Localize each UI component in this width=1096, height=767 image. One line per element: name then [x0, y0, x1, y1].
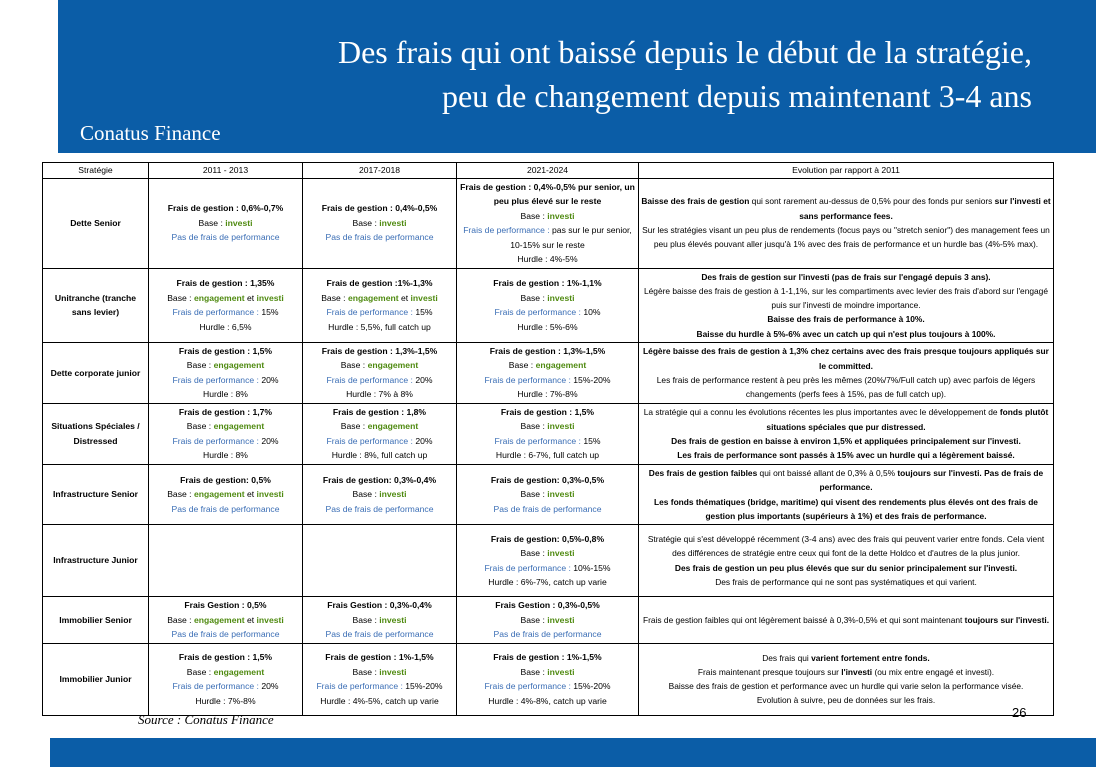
cell-line: Stratégie qui s'est développé récemment (3-4 ans) avec des frais qui peuvent varier entre fonds. Cela vient des différences de stratégie entre ceux qui font de la dette Holdco et d'autres de la plus junior. — [647, 534, 1045, 559]
cell-line: Hurdle : 4%-5%, catch up varie — [320, 695, 439, 706]
cell-text: investi — [379, 489, 407, 500]
source-note: Source : Conatus Finance — [138, 712, 274, 727]
cell-text: Frais de gestion faibles qui ont légèrement baissé à 0,3%-0,5% et qui sont maintenant — [642, 614, 965, 625]
cell-line: Frais de gestion : 0,4%-0,5% pur senior, un peu plus élevé sur le reste — [460, 181, 635, 206]
cell-line — [641, 665, 1051, 679]
evolution-cell — [639, 268, 1054, 342]
cell-text: Base : — [186, 666, 214, 677]
cell-line: Légère baisse des frais de gestion à 1,3% chez certains avec des frais presque toujours appliqués sur le committed. — [643, 346, 1049, 371]
cell-line: Hurdle : 7%-8% — [517, 389, 578, 400]
cell-line: Frais Gestion : 0,3%-0,4% — [327, 600, 432, 611]
cell-line — [151, 613, 300, 628]
cell-text: 15%-20% — [573, 681, 611, 692]
cell-text: et — [244, 614, 257, 625]
cell-line: Des frais de gestion un peu plus élevés que sur du senior principalement sur l'investi. — [674, 562, 1018, 573]
cell-text: et — [398, 292, 411, 303]
cell-text: investi — [379, 217, 407, 228]
cell-text: Base : — [186, 421, 214, 432]
cell-line — [459, 358, 636, 373]
cell-line — [459, 546, 636, 561]
cell-text: Base : — [340, 421, 368, 432]
cell-text: qui sont rarement au-dessus de 0,5% pour des fonds pur seniors — [749, 196, 995, 207]
cell-text: 20% — [415, 435, 433, 446]
cell-line — [151, 434, 300, 449]
evolution-cell — [639, 403, 1054, 464]
cell-text: investi — [256, 489, 284, 500]
cell-line: Frais Gestion : 0,3%-0,5% — [495, 600, 600, 611]
cell-line: Baisse des frais de performance à 10%. — [767, 314, 925, 325]
cell-text: engagement — [535, 360, 587, 371]
table-row — [43, 178, 1054, 268]
cell-text: investi — [379, 666, 407, 677]
cell-line: Frais de gestion : 1%-1,5% — [325, 652, 434, 663]
cell-line: Hurdle : 6,5% — [199, 321, 252, 332]
cell-text: 10%-15% — [573, 562, 611, 573]
cell-line: Frais de gestion : 1,7% — [178, 406, 273, 417]
cell-text: Base : — [167, 489, 194, 500]
cell-text: Base : — [520, 548, 548, 559]
page-number: 26 — [1012, 705, 1027, 720]
cell-line: Frais de gestion: 0,5% — [180, 474, 271, 485]
period-cell-p1 — [149, 178, 303, 268]
cell-text: investi — [410, 292, 438, 303]
cell-line: Frais de gestion : 1%-1,5% — [493, 652, 602, 663]
cell-text: 20% — [261, 681, 279, 692]
cell-line — [151, 305, 300, 320]
cell-line: Hurdle : 5%-6% — [517, 321, 578, 332]
cell-line — [305, 487, 454, 502]
cell-text: Frais de performance : — [172, 374, 262, 385]
cell-line: Frais de gestion : 1%-1,1% — [493, 278, 602, 289]
cell-line: Baisse des frais de gestion et performance avec un hurdle qui varie selon la performance visée. — [668, 681, 1024, 692]
cell-line: Pas de frais de performance — [325, 629, 434, 640]
cell-text: fonds plutôt situations spéciales que pur distressed. — [766, 407, 1049, 432]
cell-line: Frais Gestion : 0,5% — [184, 600, 267, 611]
cell-line: Frais de gestion: 0,3%-0,4% — [322, 474, 437, 485]
cell-line: Des frais de gestion sur l'investi (pas de frais sur l'engagé depuis 3 ans). — [701, 271, 991, 282]
table-row — [43, 525, 1054, 597]
col-header-2011-2013: 2011 - 2013 — [149, 163, 303, 179]
cell-line: Hurdle : 8% — [203, 450, 248, 461]
cell-line: Pas de frais de performance — [493, 503, 602, 514]
period-cell-p2 — [303, 464, 457, 524]
cell-text: 20% — [415, 374, 433, 385]
cell-text: Base : — [520, 210, 548, 221]
cell-line: Frais de gestion : 1,8% — [332, 406, 427, 417]
cell-line: Frais de gestion : 1,3%-1,5% — [321, 345, 438, 356]
cell-line — [459, 305, 636, 320]
cell-line: Frais de gestion : 1,5% — [178, 652, 273, 663]
cell-text: investi — [547, 548, 575, 559]
cell-text: engagement — [193, 292, 245, 303]
evolution-cell — [639, 178, 1054, 268]
cell-text: Base : — [508, 360, 536, 371]
cell-line — [459, 665, 636, 680]
cell-text: Frais de performance : — [172, 435, 262, 446]
cell-line — [151, 291, 300, 306]
cell-text: Frais de performance : — [316, 681, 406, 692]
cell-line — [641, 651, 1051, 665]
strategy-cell: Unitranche (tranche sans levier) — [43, 268, 149, 342]
table-row — [43, 464, 1054, 524]
cell-text: 20% — [261, 374, 279, 385]
evolution-cell — [639, 597, 1054, 644]
page-title — [338, 30, 1032, 118]
cell-text: (ou mix entre engagé et investi). — [872, 666, 995, 677]
cell-text: Base : — [352, 489, 380, 500]
period-cell-p3 — [457, 464, 639, 524]
cell-line — [305, 613, 454, 628]
cell-text: Frais de performance : — [172, 307, 262, 318]
cell-line — [151, 358, 300, 373]
period-cell-p1 — [149, 525, 303, 597]
cell-line: Les frais de performance restent à peu près les mêmes (20%/7%/Full catch up) avec parfois de légers changements (perfs fees à 15%, pas de full catch up). — [656, 374, 1036, 400]
cell-text: Base : — [198, 217, 226, 228]
cell-line: Hurdle : 5,5%, full catch up — [328, 321, 431, 332]
cell-line: Pas de frais de performance — [493, 629, 602, 640]
cell-line — [305, 305, 454, 320]
cell-text: toujours sur l'investi. — [964, 614, 1050, 625]
table-row — [43, 342, 1054, 403]
cell-text: engagement — [193, 614, 245, 625]
period-cell-p1 — [149, 464, 303, 524]
col-header-2017-2018: 2017-2018 — [303, 163, 457, 179]
cell-line: Hurdle : 4%-5% — [517, 254, 578, 264]
evolution-cell — [639, 342, 1054, 403]
cell-line: Pas de frais de performance — [171, 503, 280, 514]
cell-line: Hurdle : 4%-8%, catch up varie — [488, 695, 607, 706]
col-header-evolution: Evolution par rapport à 2011 — [639, 163, 1054, 179]
cell-text: investi — [379, 614, 407, 625]
cell-text: Des frais qui — [762, 652, 812, 663]
cell-line — [459, 291, 636, 306]
cell-text: investi — [256, 614, 284, 625]
cell-text: Des frais de gestion faibles — [648, 467, 758, 478]
cell-line — [305, 291, 454, 306]
cell-text: 10% — [583, 307, 601, 318]
cell-line: Frais de gestion: 0,5%-0,8% — [490, 533, 605, 544]
period-cell-p1 — [149, 643, 303, 715]
cell-line — [305, 434, 454, 449]
cell-text: Frais de performance : — [326, 374, 416, 385]
period-cell-p3 — [457, 597, 639, 644]
cell-text: Frais de performance : — [484, 374, 574, 385]
cell-line — [459, 613, 636, 628]
cell-text: Base : — [167, 292, 194, 303]
header-banner — [58, 0, 1096, 153]
strategy-cell: Dette Senior — [43, 178, 149, 268]
cell-line — [459, 373, 636, 388]
cell-line: Frais de gestion : 1,3%-1,5% — [489, 345, 606, 356]
table-row — [43, 403, 1054, 464]
cell-line — [305, 358, 454, 373]
title-line-1: Des frais qui ont baissé depuis le début de la stratégie, — [337, 34, 1032, 70]
cell-text: engagement — [367, 360, 419, 371]
cell-line: Des frais de performance qui ne sont pas systématiques et qui varient. — [715, 576, 977, 587]
cell-text: Frais de performance : — [494, 435, 584, 446]
cell-line — [151, 665, 300, 680]
cell-text: l'investi — [841, 666, 873, 677]
cell-line — [459, 434, 636, 449]
cell-text: 20% — [261, 435, 279, 446]
cell-line — [641, 405, 1051, 434]
period-cell-p2 — [303, 643, 457, 715]
strategy-cell: Dette corporate junior — [43, 342, 149, 403]
cell-text: engagement — [213, 666, 265, 677]
cell-line: Pas de frais de performance — [325, 232, 434, 243]
table-header-row — [43, 163, 1054, 179]
cell-text: 15%-20% — [573, 374, 611, 385]
period-cell-p3 — [457, 643, 639, 715]
cell-text: Base : — [520, 489, 548, 500]
period-cell-p1 — [149, 268, 303, 342]
cell-text: investi — [547, 210, 575, 221]
cell-text: Frais de performance : — [484, 562, 574, 573]
cell-text: engagement — [213, 421, 265, 432]
cell-line — [305, 216, 454, 231]
table-body — [43, 178, 1054, 715]
cell-text: Base : — [352, 614, 380, 625]
cell-line — [305, 665, 454, 680]
strategy-cell: Situations Spéciales / Distressed — [43, 403, 149, 464]
col-header-strategy: Stratégie — [43, 163, 149, 179]
cell-text: et — [244, 489, 257, 500]
cell-line: Evolution à suivre, peu de données sur les frais. — [756, 695, 936, 706]
table-row — [43, 643, 1054, 715]
cell-text: engagement — [367, 421, 419, 432]
cell-line: Frais de gestion : 1,5% — [178, 345, 273, 356]
period-cell-p2 — [303, 342, 457, 403]
cell-line: Hurdle : 8%, full catch up — [331, 450, 428, 461]
period-cell-p2 — [303, 597, 457, 644]
cell-line: Frais de gestion : 0,4%-0,5% — [321, 203, 438, 214]
cell-line — [459, 223, 636, 252]
period-cell-p2 — [303, 268, 457, 342]
cell-text: Base : — [520, 666, 548, 677]
cell-text: investi — [225, 217, 253, 228]
cell-text: Frais de performance : — [463, 225, 553, 235]
period-cell-p3 — [457, 268, 639, 342]
period-cell-p2 — [303, 525, 457, 597]
cell-text: investi — [547, 614, 575, 625]
cell-line — [305, 373, 454, 388]
cell-line — [459, 561, 636, 576]
evolution-cell — [639, 643, 1054, 715]
cell-text: engagement — [347, 292, 399, 303]
strategy-cell: Infrastructure Senior — [43, 464, 149, 524]
cell-line — [305, 419, 454, 434]
cell-line: Pas de frais de performance — [171, 232, 280, 243]
cell-text: investi — [547, 421, 575, 432]
cell-text: investi — [256, 292, 284, 303]
cell-line: Les frais de performance sont passés à 15% avec un hurdle qui a légèrement baissé. — [677, 450, 1015, 461]
cell-line: Frais de gestion :1%-1,3% — [326, 278, 433, 289]
fees-table — [42, 162, 1054, 716]
cell-text: Base : — [186, 360, 214, 371]
cell-line — [151, 419, 300, 434]
period-cell-p3 — [457, 342, 639, 403]
cell-text: Frais de performance : — [494, 307, 584, 318]
cell-line: Pas de frais de performance — [325, 503, 434, 514]
cell-line: Hurdle : 6-7%, full catch up — [495, 450, 600, 461]
cell-text: pas sur le pur senior, 10-15% sur le reste — [510, 225, 632, 250]
cell-text: 15% — [415, 307, 433, 318]
cell-line: Pas de frais de performance — [171, 629, 280, 640]
cell-line: Frais de gestion : 0,6%-0,7% — [167, 203, 284, 214]
cell-text: Base : — [520, 292, 548, 303]
cell-text: investi — [547, 666, 575, 677]
cell-text: Base : — [321, 292, 348, 303]
period-cell-p3 — [457, 403, 639, 464]
period-cell-p1 — [149, 342, 303, 403]
period-cell-p2 — [303, 403, 457, 464]
cell-line — [641, 466, 1051, 495]
cell-line — [305, 679, 454, 694]
cell-text: Base : — [352, 666, 380, 677]
cell-text: Frais de performance : — [172, 681, 262, 692]
cell-line: Les fonds thématiques (bridge, maritime) qui visent des rendements plus élevés ont des frais de gestion plus importants (supérieurs à 1%) et des frais de performance. — [654, 496, 1038, 521]
cell-text: Base : — [352, 217, 380, 228]
cell-text: varient fortement entre fonds. — [811, 652, 930, 663]
cell-line: Hurdle : 7%-8% — [195, 695, 256, 706]
cell-text: sur l'investi et sans performance fees. — [799, 196, 1051, 221]
cell-line — [151, 216, 300, 231]
cell-line — [459, 487, 636, 502]
period-cell-p2 — [303, 178, 457, 268]
cell-text: qui ont baissé allant de 0,3% à 0,5% — [757, 467, 898, 478]
period-cell-p3 — [457, 178, 639, 268]
cell-text: investi — [547, 489, 575, 500]
cell-text: Frais maintenant presque toujours sur — [697, 666, 842, 677]
cell-line: Sur les stratégies visant un peu plus de rendements (focus pays ou "stretch senior") des management fees un peu plus élevés pouvant aller jusqu'à 1% avec des frais de performance et un hurdle bas (4%-5% max). — [642, 225, 1050, 250]
cell-line: Frais de gestion : 1,35% — [176, 278, 275, 289]
title-line-2: peu de changement depuis maintenant 3-4 ans — [441, 78, 1032, 114]
cell-line — [641, 194, 1051, 223]
company-name: Conatus Finance — [80, 121, 221, 145]
cell-line: Des frais de gestion en baisse à environ 1,5% et appliquées principalement sur l'investi. — [671, 435, 1021, 446]
evolution-cell — [639, 525, 1054, 597]
cell-line — [459, 209, 636, 224]
footer-band — [50, 738, 1096, 767]
strategy-cell: Immobilier Senior — [43, 597, 149, 644]
cell-text: toujours sur l'investi. Pas de frais de performance. — [819, 467, 1044, 493]
period-cell-p1 — [149, 403, 303, 464]
cell-line: Frais de gestion: 0,3%-0,5% — [490, 474, 605, 485]
cell-text: 15%-20% — [405, 681, 443, 692]
strategy-cell: Immobilier Junior — [43, 643, 149, 715]
cell-text: engagement — [213, 360, 265, 371]
cell-text: 15% — [261, 307, 279, 318]
cell-text: La stratégie qui a connu les évolutions récentes les plus importantes avec le développement de — [643, 407, 1000, 418]
strategy-cell: Infrastructure Junior — [43, 525, 149, 597]
cell-line — [151, 487, 300, 502]
cell-text: Base : — [340, 360, 368, 371]
cell-text: Frais de performance : — [326, 435, 416, 446]
cell-text: et — [244, 292, 257, 303]
cell-line: Frais de gestion : 1,5% — [500, 406, 595, 417]
cell-text: Base : — [167, 614, 194, 625]
fees-table-container — [42, 162, 1053, 716]
cell-text: Base : — [520, 421, 548, 432]
evolution-cell — [639, 464, 1054, 524]
cell-line: Hurdle : 6%-7%, catch up varie — [488, 577, 607, 588]
cell-text: engagement — [193, 489, 245, 500]
table-row — [43, 268, 1054, 342]
table-row — [43, 597, 1054, 644]
cell-text: Baisse des frais de gestion — [641, 196, 750, 207]
cell-line: Légère baisse des frais de gestion à 1-1,1%, sur les compartiments avec levier des frais d'abord sur l'engagé puis sur l'investi de moindre importance. — [643, 285, 1049, 311]
cell-line — [641, 613, 1051, 627]
col-header-2021-2024: 2021-2024 — [457, 163, 639, 179]
period-cell-p3 — [457, 525, 639, 597]
cell-line — [151, 679, 300, 694]
cell-line: Hurdle : 7% à 8% — [346, 389, 413, 400]
cell-text: Frais de performance : — [326, 307, 416, 318]
period-cell-p1 — [149, 597, 303, 644]
cell-text: Base : — [520, 614, 548, 625]
cell-line: Hurdle : 8% — [203, 389, 248, 400]
cell-line — [151, 373, 300, 388]
cell-text: Frais de performance : — [484, 681, 574, 692]
cell-line — [459, 419, 636, 434]
cell-line: Baisse du hurdle à 5%-6% avec un catch up qui n'est plus toujours à 100%. — [696, 328, 996, 339]
cell-text: 15% — [583, 435, 601, 446]
cell-line — [459, 679, 636, 694]
cell-text: investi — [547, 292, 575, 303]
